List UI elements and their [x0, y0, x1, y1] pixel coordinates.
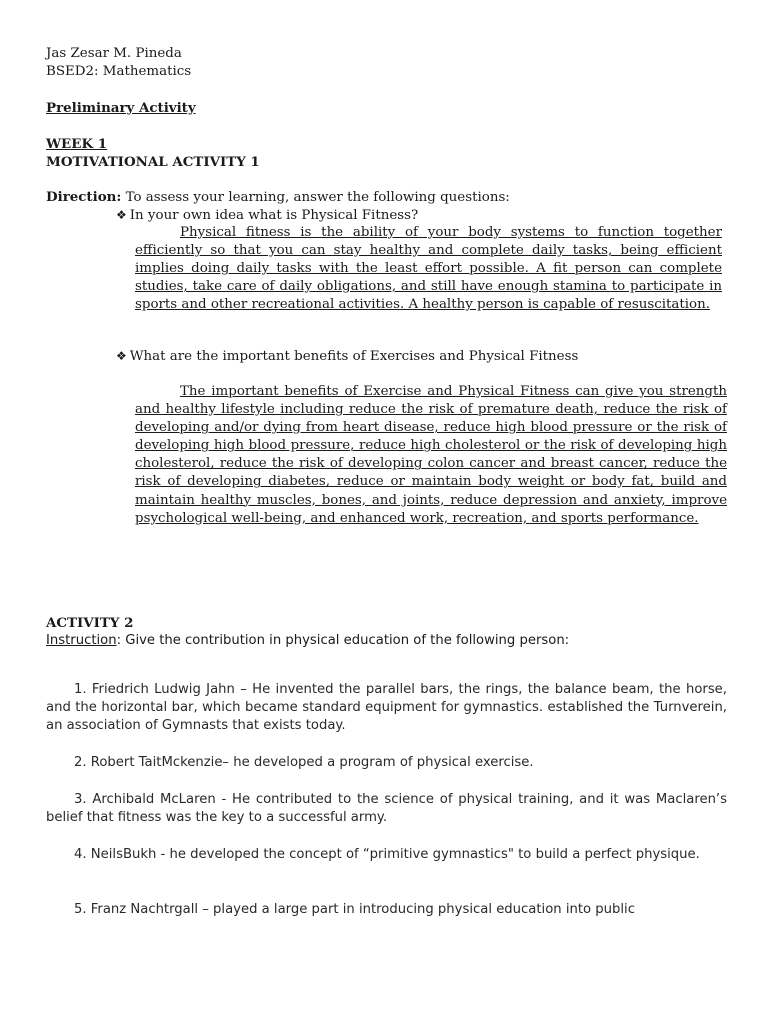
instruction-line [46, 632, 569, 650]
student-name: Jas Zesar M. Pineda [46, 46, 182, 61]
direction-label: Direction: [46, 189, 122, 205]
list-item: 2. Robert TaitMckenzie– he developed a program of physical exercise. [74, 755, 534, 770]
list-item: 1. Friedrich Ludwig Jahn – He invented the parallel bars, the rings, the balance beam, the horse, and the horizontal bar, which became standard equipment for gymnastics. established the Turnverein, an association of Gymnasts that exists today. [46, 682, 727, 734]
activity-title: MOTIVATIONAL ACTIVITY 1 [46, 154, 260, 170]
question-1-text: In your own idea what is Physical Fitness? [129, 208, 419, 223]
direction-line [46, 188, 510, 207]
answer-1: Physical fitness is the ability of your body systems to function together efficiently so that you can stay healthy and complete daily tasks, being efficient implies doing daily tasks with the least effort possible. A fit person can complete studies, take care of daily obligations, and still have enough stamina to participate in sports and other recreational activities. A healthy person is capable of resuscitation. [135, 225, 722, 313]
answer-2: The important benefits of Exercise and Physical Fitness can give you strength and healthy lifestyle including reduce the risk of premature death, reduce the risk of developing and/or dying from heart disease, reduce high blood pressure or the risk of developing high blood pressure, reduce high cholesterol or the risk of developing high cholesterol, reduce the risk of developing colon cancer and breast cancer, reduce the risk of developing diabetes, reduce or maintain body weight or body fat, build and maintain healthy muscles, bones, and joints, reduce depression and anxiety, improve psychological well-being, and enhanced work, recreation, and sports performance. [135, 384, 727, 526]
question-2-text: What are the important benefits of Exercises and Physical Fitness [129, 349, 579, 364]
student-course: BSED2: Mathematics [46, 64, 192, 79]
week-label: WEEK 1 [46, 136, 108, 152]
diamond-bullet-icon: ❖ [116, 349, 127, 363]
instruction-label: Instruction [46, 633, 117, 648]
list-item: 3. Archibald McLaren - He contributed to the science of physical training, and it was Maclaren’s belief that fitness was the key to a successful army. [46, 792, 727, 826]
question-1 [116, 206, 418, 225]
list-item: 4. NeilsBukh - he developed the concept of “primitive gymnastics" to build a perfect physique. [74, 847, 700, 862]
section-title: Preliminary Activity [46, 100, 196, 116]
list-item: 5. Franz Nachtrgall – played a large part in introducing physical education into public [74, 902, 635, 917]
instruction-text: : Give the contribution in physical education of the following person: [116, 633, 570, 648]
question-2 [116, 347, 578, 366]
diamond-bullet-icon: ❖ [116, 208, 127, 222]
direction-text: To assess your learning, answer the following questions: [121, 190, 510, 205]
activity2-title: ACTIVITY 2 [46, 615, 134, 631]
